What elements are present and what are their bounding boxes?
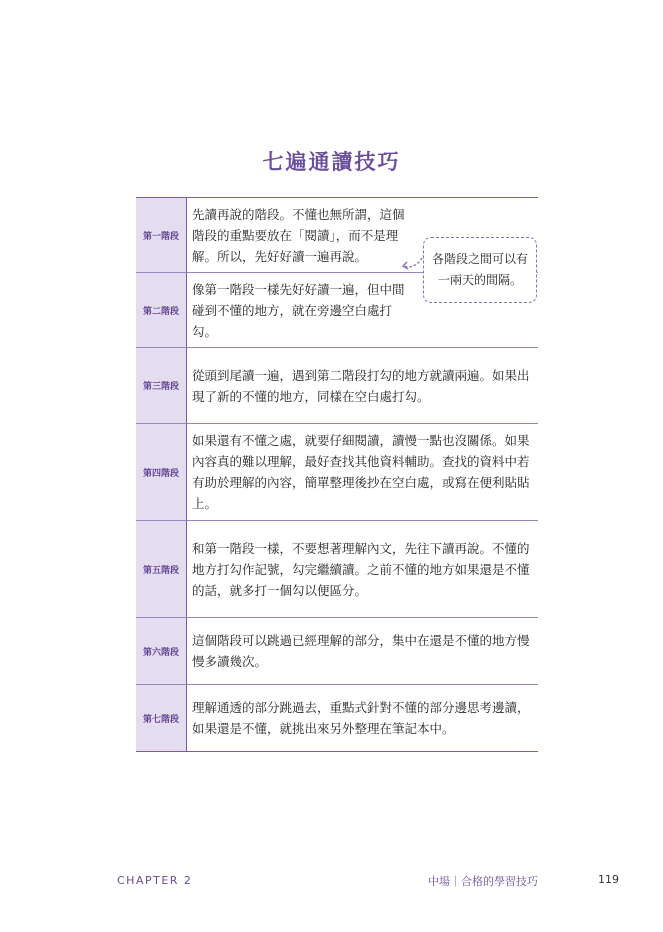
stage-row-5 <box>136 521 538 618</box>
stage-row-7 <box>136 685 538 751</box>
stage-label: 第一階段 <box>136 198 187 272</box>
stage-text: 理解通透的部分跳過去，重點式針對不懂的部分邊思考邊讀，如果還是不懂，就挑出來另外整理在筆記本中。 <box>192 700 530 736</box>
stage-row-3 <box>136 348 538 424</box>
stage-label: 第五階段 <box>136 521 187 617</box>
stage-text: 從頭到尾讀一遍，遇到第二階段打勾的地方就讀兩遍。如果出現了新的不懂的地方，同樣在空白處打勾。 <box>192 367 530 404</box>
curved-arrow-icon <box>398 250 426 274</box>
stage-label: 第四階段 <box>136 424 187 520</box>
stage-text: 先讀再說的階段。不懂也無所謂，這個階段的重點要放在「閱讀」，而不是理解。所以，先好好讀一遍再說。 <box>192 206 405 264</box>
section-title: 中場｜合格的學習技巧 <box>428 875 538 888</box>
stage-label: 第六階段 <box>136 618 187 684</box>
stage-label: 第二階段 <box>136 273 187 347</box>
chapter-label: CHAPTER 2 <box>117 874 193 887</box>
stage-text: 這個階段可以跳過已經理解的部分，集中在還是不懂的地方慢慢多讀幾次。 <box>192 633 530 669</box>
stage-row-6 <box>136 618 538 685</box>
page-title: 七遍通讀技巧 <box>262 150 401 174</box>
stage-row-4 <box>136 424 538 521</box>
page-number: 119 <box>598 873 619 886</box>
tip-note <box>423 237 537 303</box>
stage-label: 第七階段 <box>136 685 187 751</box>
stage-text: 像第一階段一樣先好好讀一遍，但中間碰到不懂的地方，就在旁邊空白處打勾。 <box>192 281 405 339</box>
stage-label: 第三階段 <box>136 348 187 423</box>
stage-text: 如果還有不懂之處，就要仔細閱讀，讀慢一點也沒關係。如果內容真的難以理解，最好查找其他資料輔助。查找的資料中若有助於理解的內容，簡單整理後抄在空白處，或寫在便利貼貼上。 <box>192 433 530 511</box>
stage-text: 和第一階段一樣，不要想著理解內文，先往下讀再說。不懂的地方打勾作記號，勾完繼續讀。之前不懂的地方如果還是不懂的話，就多打一個勾以便區分。 <box>192 540 530 598</box>
tip-note-text: 各階段之間可以有一兩天的間隔。 <box>432 252 529 287</box>
